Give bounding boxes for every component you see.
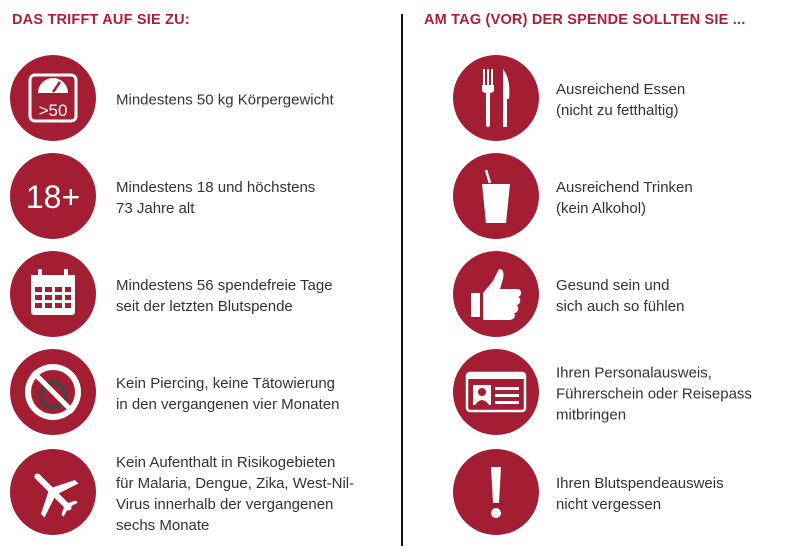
- text-line: Gesund sein und: [556, 277, 670, 294]
- calendar-icon: [10, 251, 96, 337]
- text-line: 73 Jahre alt: [116, 200, 195, 217]
- age-icon-text: 18+: [25, 179, 81, 215]
- tip-eat-text: [556, 79, 796, 121]
- text-line: (nicht zu fetthaltig): [556, 102, 679, 119]
- age-18-icon: [10, 153, 96, 239]
- text-line: Mindestens 18 und höchstens: [116, 179, 316, 196]
- text-line: nicht vergessen: [556, 496, 662, 513]
- weight-icon-text: >50: [38, 101, 68, 120]
- tip-donor-card-text: [556, 473, 796, 515]
- tip-id-text: [556, 363, 796, 426]
- exclamation-icon: [453, 449, 539, 535]
- text-line: seit der letzten Blutspende: [116, 298, 293, 315]
- requirement-weight-text: [116, 90, 376, 111]
- text-line: Kein Piercing, keine Tätowierung: [116, 375, 336, 392]
- text-line: mitbringen: [556, 406, 627, 424]
- drink-cup-icon: [453, 153, 539, 239]
- requirement-travel-text: [116, 452, 376, 536]
- fork-knife-icon: [453, 55, 539, 141]
- id-card-icon: [453, 349, 539, 435]
- text-line: Mindestens 50 kg Körpergewicht: [116, 91, 334, 109]
- thumbs-up-icon: [453, 251, 539, 337]
- text-line: Kein Aufenthalt in Risikogebieten: [116, 454, 336, 471]
- text-line: (kein Alkohol): [556, 200, 647, 217]
- requirement-piercing-text: [116, 373, 376, 415]
- text-line: für Malaria, Dengue, Zika, West-Nil-: [116, 475, 355, 492]
- requirement-age-text: [116, 177, 376, 219]
- column-divider: [401, 14, 403, 546]
- text-line: Ausreichend Essen: [556, 81, 686, 98]
- text-line: Mindestens 56 spendefreie Tage: [116, 277, 333, 294]
- left-heading: DAS TRIFFT AUF SIE ZU:: [12, 12, 190, 28]
- tip-drink-text: [556, 177, 796, 219]
- text-line: sechs Monate: [116, 517, 210, 534]
- text-line: Virus innerhalb der vergangenen: [116, 496, 334, 513]
- text-line: in den vergangenen vier Monaten: [116, 396, 340, 413]
- text-line: Ihren Personalausweis,: [556, 364, 712, 382]
- text-line: Führerschein oder Reisepass: [556, 385, 752, 403]
- weight-scale-icon: [10, 55, 96, 141]
- no-piercing-icon: [10, 349, 96, 435]
- tip-healthy-text: [556, 275, 796, 317]
- text-line: Ausreichend Trinken: [556, 179, 693, 196]
- right-heading: AM TAG (VOR) DER SPENDE SOLLTEN SIE ...: [424, 12, 746, 28]
- airplane-icon: [10, 449, 96, 535]
- text-line: Ihren Blutspendeausweis: [556, 475, 724, 492]
- requirement-interval-text: [116, 275, 376, 317]
- text-line: sich auch so fühlen: [556, 298, 685, 315]
